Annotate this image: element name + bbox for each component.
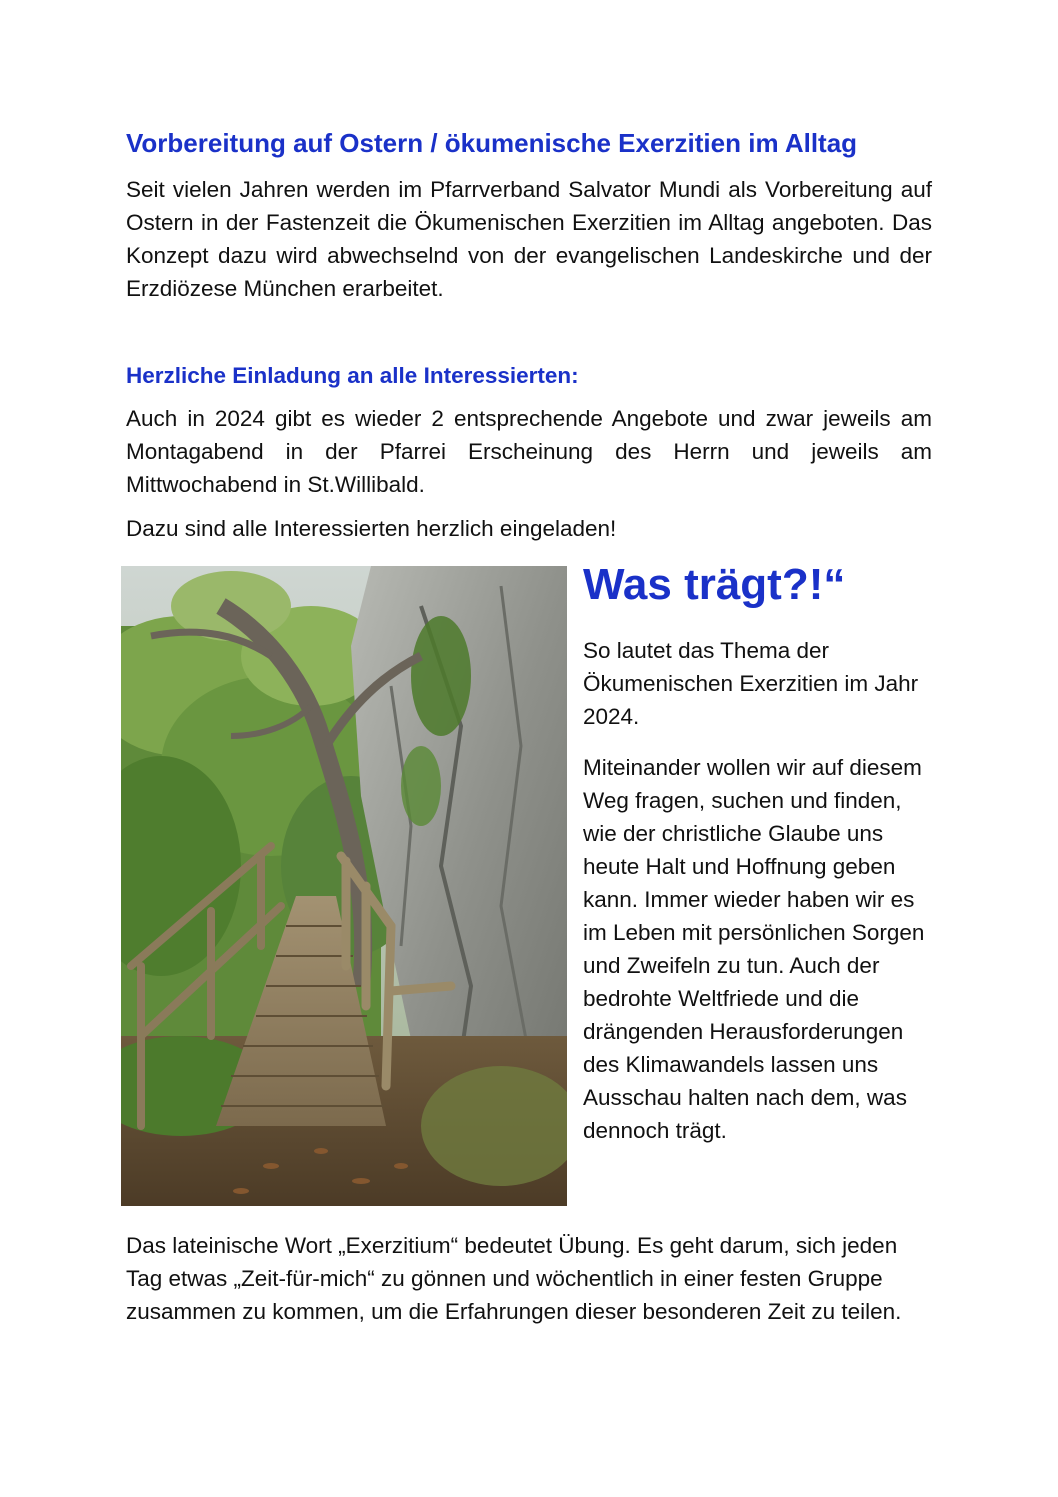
intro-paragraph: Seit vielen Jahren werden im Pfarrverband Salvator Mundi als Vorbereitung auf Ostern in der Fastenzeit die Ökumenischen Exerzitien im Alltag angeboten. Das Konzept dazu wird abwechselnd von der evangelischen Landeskirche und der Erzdiözese München erarbeitet.: [126, 177, 932, 301]
welcome-paragraph: Dazu sind alle Interessierten herzlich eingeladen!: [126, 516, 617, 541]
page-title: Vorbereitung auf Ostern / ökumenische Exerzitien im Alltag: [126, 128, 858, 158]
theme-title: Was trägt?!“: [583, 560, 846, 609]
theme-paragraph: So lautet das Thema der Ökumenischen Exerzitien im Jahr 2024.: [583, 638, 919, 729]
forest-bridge-photo: [121, 566, 567, 1206]
invitation-heading: Herzliche Einladung an alle Interessierten:: [126, 363, 579, 388]
latin-paragraph: Das lateinische Wort „Exerzitium“ bedeutet Übung. Es geht darum, sich jeden Tag etwas „Zeit-für-mich“ zu gönnen und wöchentlich in einer festen Gruppe zusammen zu kommen, um die Erfahrungen dieser besonderen Zeit zu teilen.: [126, 1233, 902, 1324]
together-paragraph: Miteinander wollen wir auf diesem Weg fragen, suchen und finden, wie der christliche Glaube uns heute Halt und Hoffnung geben kann. Immer wieder haben wir es im Leben mit persönlichen Sorgen und Zweifeln zu tun. Auch der bedrohte Weltfriede und die drängenden Herausforderungen des Klimawandels lassen uns Ausschau halten nach dem, was dennoch trägt.: [583, 755, 925, 1143]
offer-paragraph: Auch in 2024 gibt es wieder 2 entsprechende Angebote und zwar jeweils am Montagabend in der Pfarrei Erscheinung des Herrn und jeweils am Mittwochabend in St.Willibald.: [126, 406, 932, 497]
